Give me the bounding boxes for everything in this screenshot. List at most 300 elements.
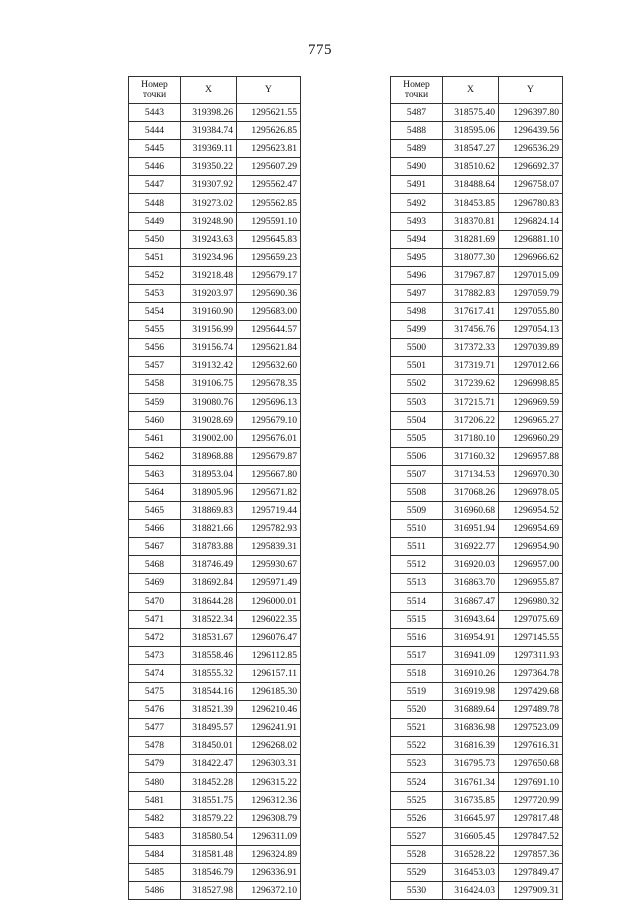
y-coordinate-cell: 1295679.10 bbox=[237, 411, 301, 429]
x-coordinate-cell: 319234.96 bbox=[181, 248, 237, 266]
point-number-cell: 5509 bbox=[391, 502, 443, 520]
x-coordinate-cell: 317180.10 bbox=[443, 429, 499, 447]
point-number-cell: 5487 bbox=[391, 104, 443, 122]
table-row bbox=[129, 194, 301, 212]
y-coordinate-cell: 1297691.10 bbox=[499, 773, 563, 791]
table-row bbox=[129, 393, 301, 411]
point-number-cell: 5484 bbox=[129, 845, 181, 863]
point-number-cell: 5528 bbox=[391, 845, 443, 863]
x-coordinate-cell: 318558.46 bbox=[181, 646, 237, 664]
table-row bbox=[391, 502, 563, 520]
y-coordinate-cell: 1297849.47 bbox=[499, 863, 563, 881]
x-coordinate-cell: 318452.28 bbox=[181, 773, 237, 791]
table-row bbox=[391, 646, 563, 664]
x-coordinate-cell: 316816.39 bbox=[443, 737, 499, 755]
point-number-cell: 5510 bbox=[391, 520, 443, 538]
x-coordinate-cell: 318821.66 bbox=[181, 520, 237, 538]
y-coordinate-cell: 1295591.10 bbox=[237, 212, 301, 230]
point-number-cell: 5499 bbox=[391, 321, 443, 339]
x-coordinate-cell: 318869.83 bbox=[181, 502, 237, 520]
table-row bbox=[391, 194, 563, 212]
table-row bbox=[391, 483, 563, 501]
x-coordinate-cell: 319369.11 bbox=[181, 140, 237, 158]
y-coordinate-cell: 1296210.46 bbox=[237, 701, 301, 719]
table-row bbox=[129, 212, 301, 230]
table-row bbox=[129, 664, 301, 682]
y-coordinate-cell: 1296022.35 bbox=[237, 610, 301, 628]
y-coordinate-cell: 1296966.62 bbox=[499, 248, 563, 266]
y-coordinate-cell: 1295621.84 bbox=[237, 339, 301, 357]
point-number-cell: 5469 bbox=[129, 574, 181, 592]
point-number-cell: 5512 bbox=[391, 556, 443, 574]
table-row bbox=[129, 230, 301, 248]
point-number-cell: 5526 bbox=[391, 809, 443, 827]
point-number-cell: 5483 bbox=[129, 827, 181, 845]
point-number-cell: 5494 bbox=[391, 230, 443, 248]
point-number-cell: 5490 bbox=[391, 158, 443, 176]
y-coordinate-cell: 1296960.29 bbox=[499, 429, 563, 447]
point-number-cell: 5498 bbox=[391, 303, 443, 321]
point-number-cell: 5470 bbox=[129, 592, 181, 610]
y-coordinate-cell: 1296957.88 bbox=[499, 447, 563, 465]
x-coordinate-cell: 318544.16 bbox=[181, 683, 237, 701]
table-row bbox=[391, 393, 563, 411]
table-row bbox=[391, 556, 563, 574]
table-row bbox=[391, 791, 563, 809]
x-coordinate-cell: 319350.22 bbox=[181, 158, 237, 176]
table-row bbox=[391, 122, 563, 140]
table-row bbox=[129, 845, 301, 863]
table-row bbox=[391, 357, 563, 375]
x-coordinate-cell: 316922.77 bbox=[443, 538, 499, 556]
x-coordinate-cell: 319132.42 bbox=[181, 357, 237, 375]
point-number-cell: 5530 bbox=[391, 882, 443, 900]
y-coordinate-cell: 1295839.31 bbox=[237, 538, 301, 556]
y-coordinate-cell: 1295676.01 bbox=[237, 429, 301, 447]
y-coordinate-cell: 1296692.37 bbox=[499, 158, 563, 176]
point-number-cell: 5452 bbox=[129, 266, 181, 284]
header-y: Y bbox=[499, 77, 563, 104]
x-coordinate-cell: 318510.62 bbox=[443, 158, 499, 176]
point-number-cell: 5488 bbox=[391, 122, 443, 140]
point-number-cell: 5502 bbox=[391, 375, 443, 393]
y-coordinate-cell: 1296241.91 bbox=[237, 719, 301, 737]
table-row bbox=[391, 882, 563, 900]
table-row bbox=[129, 791, 301, 809]
x-coordinate-cell: 319203.97 bbox=[181, 284, 237, 302]
point-number-cell: 5466 bbox=[129, 520, 181, 538]
point-number-cell: 5519 bbox=[391, 683, 443, 701]
x-coordinate-cell: 318783.88 bbox=[181, 538, 237, 556]
table-row bbox=[391, 755, 563, 773]
header-x: X bbox=[181, 77, 237, 104]
y-coordinate-cell: 1297012.66 bbox=[499, 357, 563, 375]
point-number-cell: 5503 bbox=[391, 393, 443, 411]
point-number-cell: 5462 bbox=[129, 447, 181, 465]
point-number-cell: 5511 bbox=[391, 538, 443, 556]
y-coordinate-cell: 1297817.48 bbox=[499, 809, 563, 827]
y-coordinate-cell: 1295644.57 bbox=[237, 321, 301, 339]
table-row bbox=[129, 357, 301, 375]
x-coordinate-cell: 316910.26 bbox=[443, 664, 499, 682]
y-coordinate-cell: 1296980.32 bbox=[499, 592, 563, 610]
table-row bbox=[129, 610, 301, 628]
table-row bbox=[129, 683, 301, 701]
table-row bbox=[391, 719, 563, 737]
table-row bbox=[391, 411, 563, 429]
y-coordinate-cell: 1297055.80 bbox=[499, 303, 563, 321]
point-number-cell: 5495 bbox=[391, 248, 443, 266]
y-coordinate-cell: 1297015.09 bbox=[499, 266, 563, 284]
table-row bbox=[391, 176, 563, 194]
table-row bbox=[391, 737, 563, 755]
y-coordinate-cell: 1297145.55 bbox=[499, 628, 563, 646]
y-coordinate-cell: 1296372.10 bbox=[237, 882, 301, 900]
x-coordinate-cell: 318422.47 bbox=[181, 755, 237, 773]
y-coordinate-cell: 1295971.49 bbox=[237, 574, 301, 592]
point-number-cell: 5460 bbox=[129, 411, 181, 429]
y-coordinate-cell: 1296955.87 bbox=[499, 574, 563, 592]
y-coordinate-cell: 1297489.78 bbox=[499, 701, 563, 719]
coordinates-table-left bbox=[128, 76, 301, 900]
y-coordinate-cell: 1296780.83 bbox=[499, 194, 563, 212]
point-number-cell: 5504 bbox=[391, 411, 443, 429]
table-row bbox=[391, 664, 563, 682]
table-body-right bbox=[391, 104, 563, 900]
table-row bbox=[129, 520, 301, 538]
table-row bbox=[129, 483, 301, 501]
y-coordinate-cell: 1296965.27 bbox=[499, 411, 563, 429]
point-number-cell: 5456 bbox=[129, 339, 181, 357]
x-coordinate-cell: 318953.04 bbox=[181, 465, 237, 483]
x-coordinate-cell: 317456.76 bbox=[443, 321, 499, 339]
x-coordinate-cell: 319273.02 bbox=[181, 194, 237, 212]
table-row bbox=[391, 248, 563, 266]
x-coordinate-cell: 319307.92 bbox=[181, 176, 237, 194]
x-coordinate-cell: 319248.90 bbox=[181, 212, 237, 230]
point-number-cell: 5529 bbox=[391, 863, 443, 881]
y-coordinate-cell: 1296954.69 bbox=[499, 520, 563, 538]
y-coordinate-cell: 1297650.68 bbox=[499, 755, 563, 773]
x-coordinate-cell: 316920.03 bbox=[443, 556, 499, 574]
x-coordinate-cell: 316943.64 bbox=[443, 610, 499, 628]
point-number-cell: 5471 bbox=[129, 610, 181, 628]
table-row bbox=[391, 538, 563, 556]
y-coordinate-cell: 1297364.78 bbox=[499, 664, 563, 682]
table-row bbox=[391, 809, 563, 827]
table-row bbox=[129, 248, 301, 266]
y-coordinate-cell: 1297429.68 bbox=[499, 683, 563, 701]
x-coordinate-cell: 316960.68 bbox=[443, 502, 499, 520]
x-coordinate-cell: 319106.75 bbox=[181, 375, 237, 393]
x-coordinate-cell: 318595.06 bbox=[443, 122, 499, 140]
point-number-cell: 5447 bbox=[129, 176, 181, 194]
x-coordinate-cell: 316951.94 bbox=[443, 520, 499, 538]
y-coordinate-cell: 1296758.07 bbox=[499, 176, 563, 194]
x-coordinate-cell: 317134.53 bbox=[443, 465, 499, 483]
point-number-cell: 5482 bbox=[129, 809, 181, 827]
table-row bbox=[391, 845, 563, 863]
y-coordinate-cell: 1296978.05 bbox=[499, 483, 563, 501]
y-coordinate-cell: 1295562.85 bbox=[237, 194, 301, 212]
point-number-cell: 5514 bbox=[391, 592, 443, 610]
table-row bbox=[129, 755, 301, 773]
table-row bbox=[129, 429, 301, 447]
y-coordinate-cell: 1296439.56 bbox=[499, 122, 563, 140]
x-coordinate-cell: 318547.27 bbox=[443, 140, 499, 158]
point-number-cell: 5451 bbox=[129, 248, 181, 266]
x-coordinate-cell: 316954.91 bbox=[443, 628, 499, 646]
x-coordinate-cell: 318692.84 bbox=[181, 574, 237, 592]
point-number-cell: 5486 bbox=[129, 882, 181, 900]
x-coordinate-cell: 318644.28 bbox=[181, 592, 237, 610]
table-row bbox=[129, 176, 301, 194]
table-row bbox=[129, 339, 301, 357]
x-coordinate-cell: 318546.79 bbox=[181, 863, 237, 881]
table-row bbox=[391, 104, 563, 122]
table-row bbox=[129, 502, 301, 520]
header-point-number bbox=[391, 77, 443, 104]
x-coordinate-cell: 317160.32 bbox=[443, 447, 499, 465]
table-row bbox=[129, 773, 301, 791]
y-coordinate-cell: 1295719.44 bbox=[237, 502, 301, 520]
point-number-cell: 5443 bbox=[129, 104, 181, 122]
y-coordinate-cell: 1295632.60 bbox=[237, 357, 301, 375]
y-coordinate-cell: 1297075.69 bbox=[499, 610, 563, 628]
x-coordinate-cell: 318522.34 bbox=[181, 610, 237, 628]
point-number-cell: 5446 bbox=[129, 158, 181, 176]
table-row bbox=[129, 465, 301, 483]
x-coordinate-cell: 318575.40 bbox=[443, 104, 499, 122]
x-coordinate-cell: 318581.48 bbox=[181, 845, 237, 863]
y-coordinate-cell: 1296824.14 bbox=[499, 212, 563, 230]
x-coordinate-cell: 316867.47 bbox=[443, 592, 499, 610]
table-row bbox=[129, 158, 301, 176]
table-row bbox=[129, 737, 301, 755]
table-row bbox=[129, 303, 301, 321]
x-coordinate-cell: 317206.22 bbox=[443, 411, 499, 429]
y-coordinate-cell: 1296969.59 bbox=[499, 393, 563, 411]
table-row bbox=[129, 447, 301, 465]
y-coordinate-cell: 1296970.30 bbox=[499, 465, 563, 483]
x-coordinate-cell: 318555.32 bbox=[181, 664, 237, 682]
point-number-cell: 5489 bbox=[391, 140, 443, 158]
x-coordinate-cell: 319384.74 bbox=[181, 122, 237, 140]
x-coordinate-cell: 318495.57 bbox=[181, 719, 237, 737]
table-row bbox=[391, 773, 563, 791]
table-header-row bbox=[391, 77, 563, 104]
y-coordinate-cell: 1295659.23 bbox=[237, 248, 301, 266]
y-coordinate-cell: 1295626.85 bbox=[237, 122, 301, 140]
point-number-cell: 5515 bbox=[391, 610, 443, 628]
table-row bbox=[129, 882, 301, 900]
point-number-cell: 5518 bbox=[391, 664, 443, 682]
point-number-cell: 5527 bbox=[391, 827, 443, 845]
table-row bbox=[391, 863, 563, 881]
y-coordinate-cell: 1296315.22 bbox=[237, 773, 301, 791]
table-row bbox=[391, 465, 563, 483]
point-number-cell: 5492 bbox=[391, 194, 443, 212]
point-number-cell: 5444 bbox=[129, 122, 181, 140]
y-coordinate-cell: 1295607.29 bbox=[237, 158, 301, 176]
x-coordinate-cell: 317068.26 bbox=[443, 483, 499, 501]
table-row bbox=[129, 809, 301, 827]
point-number-cell: 5454 bbox=[129, 303, 181, 321]
table-row bbox=[129, 122, 301, 140]
x-coordinate-cell: 316919.98 bbox=[443, 683, 499, 701]
y-coordinate-cell: 1296000.01 bbox=[237, 592, 301, 610]
x-coordinate-cell: 316605.45 bbox=[443, 827, 499, 845]
table-row bbox=[129, 266, 301, 284]
table-row bbox=[129, 104, 301, 122]
x-coordinate-cell: 316836.98 bbox=[443, 719, 499, 737]
y-coordinate-cell: 1297523.09 bbox=[499, 719, 563, 737]
x-coordinate-cell: 319398.26 bbox=[181, 104, 237, 122]
header-point-line2: точки bbox=[142, 89, 167, 100]
table-row bbox=[391, 574, 563, 592]
x-coordinate-cell: 319156.74 bbox=[181, 339, 237, 357]
x-coordinate-cell: 318281.69 bbox=[443, 230, 499, 248]
header-point-line2: точки bbox=[404, 89, 429, 100]
y-coordinate-cell: 1296957.00 bbox=[499, 556, 563, 574]
y-coordinate-cell: 1295679.87 bbox=[237, 447, 301, 465]
table-row bbox=[129, 592, 301, 610]
table-row bbox=[391, 158, 563, 176]
point-number-cell: 5524 bbox=[391, 773, 443, 791]
point-number-cell: 5474 bbox=[129, 664, 181, 682]
point-number-cell: 5507 bbox=[391, 465, 443, 483]
table-row bbox=[129, 574, 301, 592]
point-number-cell: 5450 bbox=[129, 230, 181, 248]
x-coordinate-cell: 318450.01 bbox=[181, 737, 237, 755]
point-number-cell: 5523 bbox=[391, 755, 443, 773]
header-point-number bbox=[129, 77, 181, 104]
header-point-line1: Номер bbox=[403, 79, 430, 90]
y-coordinate-cell: 1296308.79 bbox=[237, 809, 301, 827]
coordinates-table-right bbox=[390, 76, 563, 900]
x-coordinate-cell: 317239.62 bbox=[443, 375, 499, 393]
table-row bbox=[391, 610, 563, 628]
table-row bbox=[129, 628, 301, 646]
y-coordinate-cell: 1296185.30 bbox=[237, 683, 301, 701]
y-coordinate-cell: 1296324.89 bbox=[237, 845, 301, 863]
y-coordinate-cell: 1296312.36 bbox=[237, 791, 301, 809]
y-coordinate-cell: 1297054.13 bbox=[499, 321, 563, 339]
x-coordinate-cell: 316645.97 bbox=[443, 809, 499, 827]
table-row bbox=[391, 339, 563, 357]
y-coordinate-cell: 1295623.81 bbox=[237, 140, 301, 158]
x-coordinate-cell: 317967.87 bbox=[443, 266, 499, 284]
point-number-cell: 5521 bbox=[391, 719, 443, 737]
point-number-cell: 5468 bbox=[129, 556, 181, 574]
point-number-cell: 5491 bbox=[391, 176, 443, 194]
table-row bbox=[391, 321, 563, 339]
y-coordinate-cell: 1296303.31 bbox=[237, 755, 301, 773]
y-coordinate-cell: 1295683.00 bbox=[237, 303, 301, 321]
y-coordinate-cell: 1296112.85 bbox=[237, 646, 301, 664]
x-coordinate-cell: 318580.54 bbox=[181, 827, 237, 845]
y-coordinate-cell: 1296536.29 bbox=[499, 140, 563, 158]
y-coordinate-cell: 1295562.47 bbox=[237, 176, 301, 194]
x-coordinate-cell: 316761.34 bbox=[443, 773, 499, 791]
point-number-cell: 5513 bbox=[391, 574, 443, 592]
y-coordinate-cell: 1295667.80 bbox=[237, 465, 301, 483]
x-coordinate-cell: 319028.69 bbox=[181, 411, 237, 429]
x-coordinate-cell: 319002.00 bbox=[181, 429, 237, 447]
x-coordinate-cell: 319156.99 bbox=[181, 321, 237, 339]
table-row bbox=[391, 303, 563, 321]
table-row bbox=[391, 375, 563, 393]
x-coordinate-cell: 318488.64 bbox=[443, 176, 499, 194]
x-coordinate-cell: 318579.22 bbox=[181, 809, 237, 827]
point-number-cell: 5475 bbox=[129, 683, 181, 701]
point-number-cell: 5480 bbox=[129, 773, 181, 791]
x-coordinate-cell: 318077.30 bbox=[443, 248, 499, 266]
table-row bbox=[129, 827, 301, 845]
point-number-cell: 5478 bbox=[129, 737, 181, 755]
x-coordinate-cell: 319080.76 bbox=[181, 393, 237, 411]
point-number-cell: 5449 bbox=[129, 212, 181, 230]
x-coordinate-cell: 317882.83 bbox=[443, 284, 499, 302]
point-number-cell: 5448 bbox=[129, 194, 181, 212]
x-coordinate-cell: 319243.63 bbox=[181, 230, 237, 248]
x-coordinate-cell: 318905.96 bbox=[181, 483, 237, 501]
point-number-cell: 5506 bbox=[391, 447, 443, 465]
y-coordinate-cell: 1295671.82 bbox=[237, 483, 301, 501]
y-coordinate-cell: 1297311.93 bbox=[499, 646, 563, 664]
x-coordinate-cell: 316795.73 bbox=[443, 755, 499, 773]
point-number-cell: 5516 bbox=[391, 628, 443, 646]
y-coordinate-cell: 1297059.79 bbox=[499, 284, 563, 302]
point-number-cell: 5517 bbox=[391, 646, 443, 664]
table-row bbox=[391, 827, 563, 845]
y-coordinate-cell: 1297720.99 bbox=[499, 791, 563, 809]
y-coordinate-cell: 1295782.93 bbox=[237, 520, 301, 538]
table-row bbox=[391, 284, 563, 302]
y-coordinate-cell: 1295621.55 bbox=[237, 104, 301, 122]
table-row bbox=[391, 683, 563, 701]
table-row bbox=[391, 212, 563, 230]
table-row bbox=[129, 375, 301, 393]
header-y: Y bbox=[237, 77, 301, 104]
point-number-cell: 5461 bbox=[129, 429, 181, 447]
point-number-cell: 5501 bbox=[391, 357, 443, 375]
y-coordinate-cell: 1296954.52 bbox=[499, 502, 563, 520]
y-coordinate-cell: 1295696.13 bbox=[237, 393, 301, 411]
x-coordinate-cell: 317617.41 bbox=[443, 303, 499, 321]
page-number: 775 bbox=[308, 42, 332, 58]
y-coordinate-cell: 1297909.31 bbox=[499, 882, 563, 900]
table-row bbox=[391, 230, 563, 248]
table-row bbox=[129, 538, 301, 556]
point-number-cell: 5505 bbox=[391, 429, 443, 447]
table-body-left bbox=[129, 104, 301, 900]
y-coordinate-cell: 1296268.02 bbox=[237, 737, 301, 755]
x-coordinate-cell: 316528.22 bbox=[443, 845, 499, 863]
table-row bbox=[391, 520, 563, 538]
point-number-cell: 5445 bbox=[129, 140, 181, 158]
point-number-cell: 5477 bbox=[129, 719, 181, 737]
point-number-cell: 5493 bbox=[391, 212, 443, 230]
x-coordinate-cell: 318521.39 bbox=[181, 701, 237, 719]
point-number-cell: 5458 bbox=[129, 375, 181, 393]
x-coordinate-cell: 316453.03 bbox=[443, 863, 499, 881]
point-number-cell: 5520 bbox=[391, 701, 443, 719]
point-number-cell: 5473 bbox=[129, 646, 181, 664]
x-coordinate-cell: 318968.88 bbox=[181, 447, 237, 465]
y-coordinate-cell: 1296954.90 bbox=[499, 538, 563, 556]
table-row bbox=[391, 628, 563, 646]
